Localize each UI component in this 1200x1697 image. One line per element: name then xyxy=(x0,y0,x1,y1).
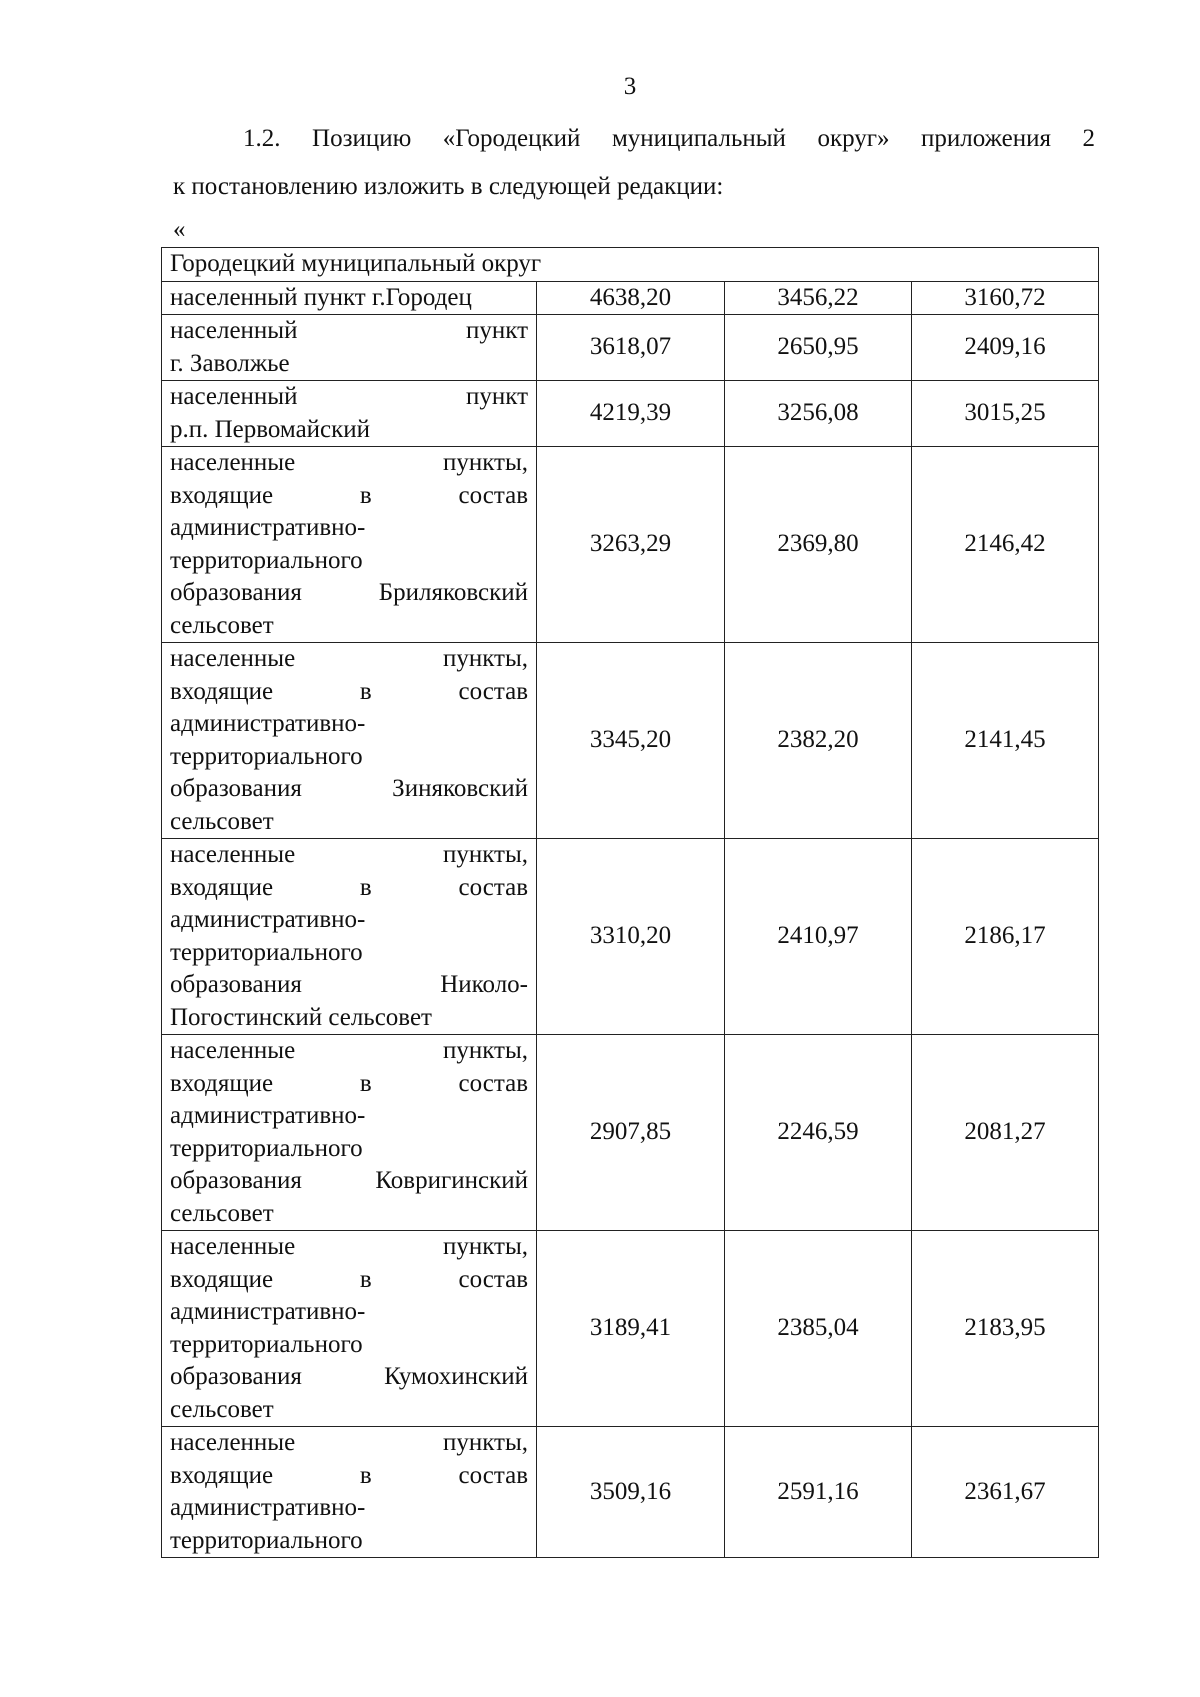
table-row xyxy=(162,381,1099,447)
settlement-name-line: образования Кумохинский xyxy=(170,1363,528,1390)
settlement-name-cell xyxy=(162,447,537,643)
settlement-name-line: территориального xyxy=(170,546,363,574)
table-row xyxy=(162,315,1099,381)
value-cell-3: 2186,17 xyxy=(912,839,1099,1035)
settlement-name-line: территориального xyxy=(170,1330,363,1358)
value-cell-3: 2081,27 xyxy=(912,1035,1099,1231)
value-cell-3: 2409,16 xyxy=(912,315,1099,381)
settlement-name-line: населенные пункты, xyxy=(170,449,528,476)
settlement-name-line: административно- xyxy=(170,710,366,737)
value-cell-2: 2591,16 xyxy=(725,1427,912,1558)
table-row xyxy=(162,281,1099,315)
group-title: Городецкий муниципальный округ xyxy=(162,248,1099,282)
settlement-name-line: населенные пункты, xyxy=(170,1429,528,1456)
value-cell-1: 3345,20 xyxy=(537,643,725,839)
settlement-name-cell xyxy=(162,381,537,447)
settlement-name-line: образования Бриляковский xyxy=(170,579,528,606)
settlement-name-line: входящие в состав xyxy=(170,873,528,901)
value-cell-3: 3160,72 xyxy=(912,281,1099,315)
group-header-row xyxy=(162,248,1099,282)
value-cell-1: 4219,39 xyxy=(537,381,725,447)
value-cell-1: 3263,29 xyxy=(537,447,725,643)
settlement-name-line: населенный пункт г.Городец xyxy=(170,283,472,311)
value-cell-2: 2246,59 xyxy=(725,1035,912,1231)
value-cell-2: 2410,97 xyxy=(725,839,912,1035)
settlement-name-line: р.п. Первомайский xyxy=(170,415,371,443)
settlement-name-line: входящие в состав xyxy=(170,1069,528,1097)
value-cell-2: 2385,04 xyxy=(725,1231,912,1427)
table-row xyxy=(162,643,1099,839)
value-cell-1: 3509,16 xyxy=(537,1427,725,1558)
settlement-name-cell xyxy=(162,1035,537,1231)
paragraph-line-2: к постановлению изложить в следующей редакции: xyxy=(173,173,724,200)
settlement-name-line: сельсовет xyxy=(170,1395,274,1423)
settlement-name-line: административно- xyxy=(170,1494,366,1521)
settlement-name-line: образования Николо- xyxy=(170,971,528,998)
settlement-name-line: территориального xyxy=(170,1134,363,1162)
settlement-name-line: сельсовет xyxy=(170,807,274,835)
value-cell-3: 3015,25 xyxy=(912,381,1099,447)
settlement-name-cell xyxy=(162,281,537,315)
settlement-name-cell xyxy=(162,1231,537,1427)
value-cell-1: 2907,85 xyxy=(537,1035,725,1231)
value-cell-3: 2141,45 xyxy=(912,643,1099,839)
settlement-name-line: населенные пункты, xyxy=(170,1037,528,1064)
settlement-name-line: Погостинский сельсовет xyxy=(170,1003,432,1031)
table-row xyxy=(162,447,1099,643)
settlement-name-line: населенные пункты, xyxy=(170,645,528,672)
settlement-name-line: населенный пункт xyxy=(170,383,528,410)
settlement-name-line: входящие в состав xyxy=(170,481,528,509)
value-cell-3: 2183,95 xyxy=(912,1231,1099,1427)
settlement-name-cell xyxy=(162,1427,537,1558)
table-row xyxy=(162,839,1099,1035)
settlement-name-line: образования Зиняковский xyxy=(170,775,528,802)
settlement-name-line: административно- xyxy=(170,514,366,541)
value-cell-1: 4638,20 xyxy=(537,281,725,315)
settlement-name-cell xyxy=(162,315,537,381)
value-cell-1: 3189,41 xyxy=(537,1231,725,1427)
tariff-table xyxy=(161,247,1099,1558)
settlement-name-cell xyxy=(162,643,537,839)
settlement-name-line: населенные пункты, xyxy=(170,1233,528,1260)
value-cell-2: 2382,20 xyxy=(725,643,912,839)
settlement-name-line: административно- xyxy=(170,1298,366,1325)
settlement-name-line: территориального xyxy=(170,938,363,966)
settlement-name-line: входящие в состав xyxy=(170,1265,528,1293)
settlement-name-line: входящие в состав xyxy=(170,677,528,705)
settlement-name-line: территориального xyxy=(170,1526,363,1554)
value-cell-1: 3618,07 xyxy=(537,315,725,381)
table-row xyxy=(162,1427,1099,1558)
value-cell-2: 3456,22 xyxy=(725,281,912,315)
settlement-name-line: административно- xyxy=(170,1102,366,1129)
table-row xyxy=(162,1035,1099,1231)
value-cell-2: 2650,95 xyxy=(725,315,912,381)
opening-quote: « xyxy=(173,216,186,243)
settlement-name-line: территориального xyxy=(170,742,363,770)
value-cell-2: 2369,80 xyxy=(725,447,912,643)
settlement-name-line: сельсовет xyxy=(170,1199,274,1227)
value-cell-1: 3310,20 xyxy=(537,839,725,1035)
settlement-name-line: сельсовет xyxy=(170,611,274,639)
paragraph-1-2 xyxy=(173,115,1095,211)
settlement-name-line: г. Заволжье xyxy=(170,349,290,377)
settlement-name-line: образования Ковригинский xyxy=(170,1167,528,1194)
table-row xyxy=(162,1231,1099,1427)
paragraph-line-1: 1.2. Позицию «Городецкий муниципальный округ» приложения 2 xyxy=(243,125,1095,152)
page-number: 3 xyxy=(623,73,637,100)
settlement-name-line: населенный пункт xyxy=(170,317,528,344)
settlement-name-cell xyxy=(162,839,537,1035)
value-cell-3: 2146,42 xyxy=(912,447,1099,643)
settlement-name-line: административно- xyxy=(170,906,366,933)
settlement-name-line: входящие в состав xyxy=(170,1461,528,1489)
value-cell-3: 2361,67 xyxy=(912,1427,1099,1558)
value-cell-2: 3256,08 xyxy=(725,381,912,447)
tariff-table-body xyxy=(162,248,1099,1558)
settlement-name-line: населенные пункты, xyxy=(170,841,528,868)
